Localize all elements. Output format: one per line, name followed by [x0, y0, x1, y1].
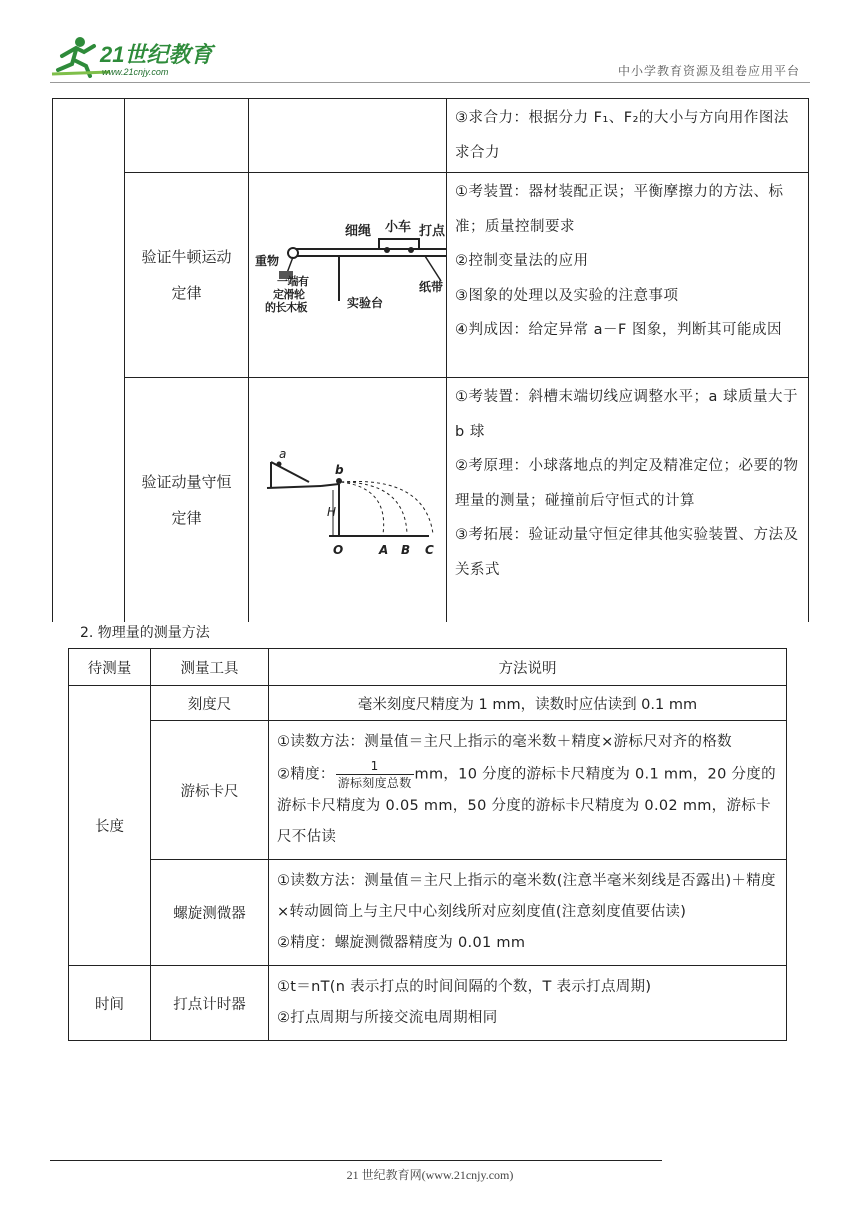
method-cell: ①考装置：斜槽末端切线应调整水平；a 球质量大于 b 球 ②考原理：小球落地点的判定及精准定位；必要的物理量的测量；碰撞前后守恒式的计算 ③考拓展：验证动量守恒定律其他实验装置、方法及关系式 [447, 378, 809, 623]
label-height: H [327, 505, 337, 519]
precision-fraction: $\frac{1}{\text{游标刻度总数}}$ [337, 759, 412, 790]
table-row [69, 860, 787, 966]
label-C: C [425, 543, 434, 557]
newton-apparatus-diagram [249, 173, 447, 373]
tool-cell: 螺旋测微器 [151, 860, 269, 966]
label-table: 实验台 [347, 296, 384, 310]
measurement-table [68, 648, 787, 1041]
site-logo [50, 34, 230, 80]
label-timer: 打点 [419, 224, 446, 239]
tool-cell: 刻度尺 [151, 686, 269, 721]
table-row [53, 378, 809, 623]
label-rope: 细绳 [345, 224, 372, 239]
method-cell: ①考装置：器材装配正误；平衡摩擦力的方法、标准；质量控制要求 ②控制变量法的应用 ③图象的处理以及实验的注意事项 ④判成因：给定异常 a－F 图象，判断其可能成因 [447, 173, 809, 378]
label-ball-a: a [279, 447, 287, 461]
momentum-apparatus-diagram [249, 378, 447, 618]
method-cell: 毫米刻度尺精度为 1 mm，读数时应估读到 0.1 mm [269, 686, 787, 721]
label-board: 一端有定滑轮的长木板 [265, 275, 309, 314]
momentum-figure [249, 378, 447, 623]
method-cell: ①读数方法：测量值＝主尺上指示的毫米数(注意半毫米刻线是否露出)＋精度×转动圆筒上与主尺中心刻线所对应刻度值(注意刻度值要估读) ②精度：螺旋测微器精度为 0.01 mm [269, 860, 787, 966]
label-ball-b: b [335, 463, 344, 477]
table-row [69, 686, 787, 721]
experiment-name: 验证牛顿运动定律 [125, 173, 249, 378]
header-divider [50, 82, 810, 83]
category-cell [53, 99, 125, 623]
quantity-cell: 长度 [69, 686, 151, 966]
footer-text: 21 世纪教育网(www.21cnjy.com) [346, 1168, 514, 1182]
figure-cell [249, 99, 447, 173]
tool-cell: 打点计时器 [151, 966, 269, 1041]
method-cell: ①t＝nT(n 表示打点的时间间隔的个数，T 表示打点周期) ②打点周期与所接交流电周期相同 [269, 966, 787, 1041]
label-o: O [333, 543, 344, 557]
table-row [53, 99, 809, 173]
platform-title: 中小学教育资源及组卷应用平台 [617, 64, 800, 78]
name-cell [125, 99, 249, 173]
method-cell: ①读数方法：测量值＝主尺上指示的毫米数＋精度×游标尺对齐的格数 ②精度： $\frac{1}{\text{游标刻度总数}}$ mm，10 分度的游标卡尺精度为 0.1 mm，20 分度的游标卡尺精度为 0.05 mm，50 分度的游标卡尺精度为 0.02 mm，游标卡尺不估读 [269, 721, 787, 860]
table-row [69, 721, 787, 860]
tool-cell: 游标卡尺 [151, 721, 269, 860]
quantity-cell: 时间 [69, 966, 151, 1041]
logo-text: 21世纪教育 [100, 42, 213, 67]
label-A: A [379, 543, 389, 557]
label-weight: 重物 [255, 254, 280, 268]
experiment-name: 验证动量守恒定律 [125, 378, 249, 623]
table-row [69, 966, 787, 1041]
table-header-row [69, 649, 787, 686]
col-header: 测量工具 [151, 649, 269, 686]
experiment-table [52, 98, 809, 622]
label-B: B [401, 543, 411, 557]
method-cell: ③求合力：根据分力 F₁、F₂的大小与方向用作图法求合力 [447, 99, 809, 173]
col-header: 方法说明 [269, 649, 787, 686]
section-title: 2. 物理量的测量方法 [80, 625, 210, 641]
logo-subtext: www.21cnjy.com [102, 67, 169, 77]
table-row [53, 173, 809, 378]
newton-law-figure [249, 173, 447, 378]
footer-divider [50, 1160, 662, 1161]
col-header: 待测量 [69, 649, 151, 686]
label-cart: 小车 [385, 220, 412, 235]
label-tape: 纸带 [419, 280, 444, 294]
